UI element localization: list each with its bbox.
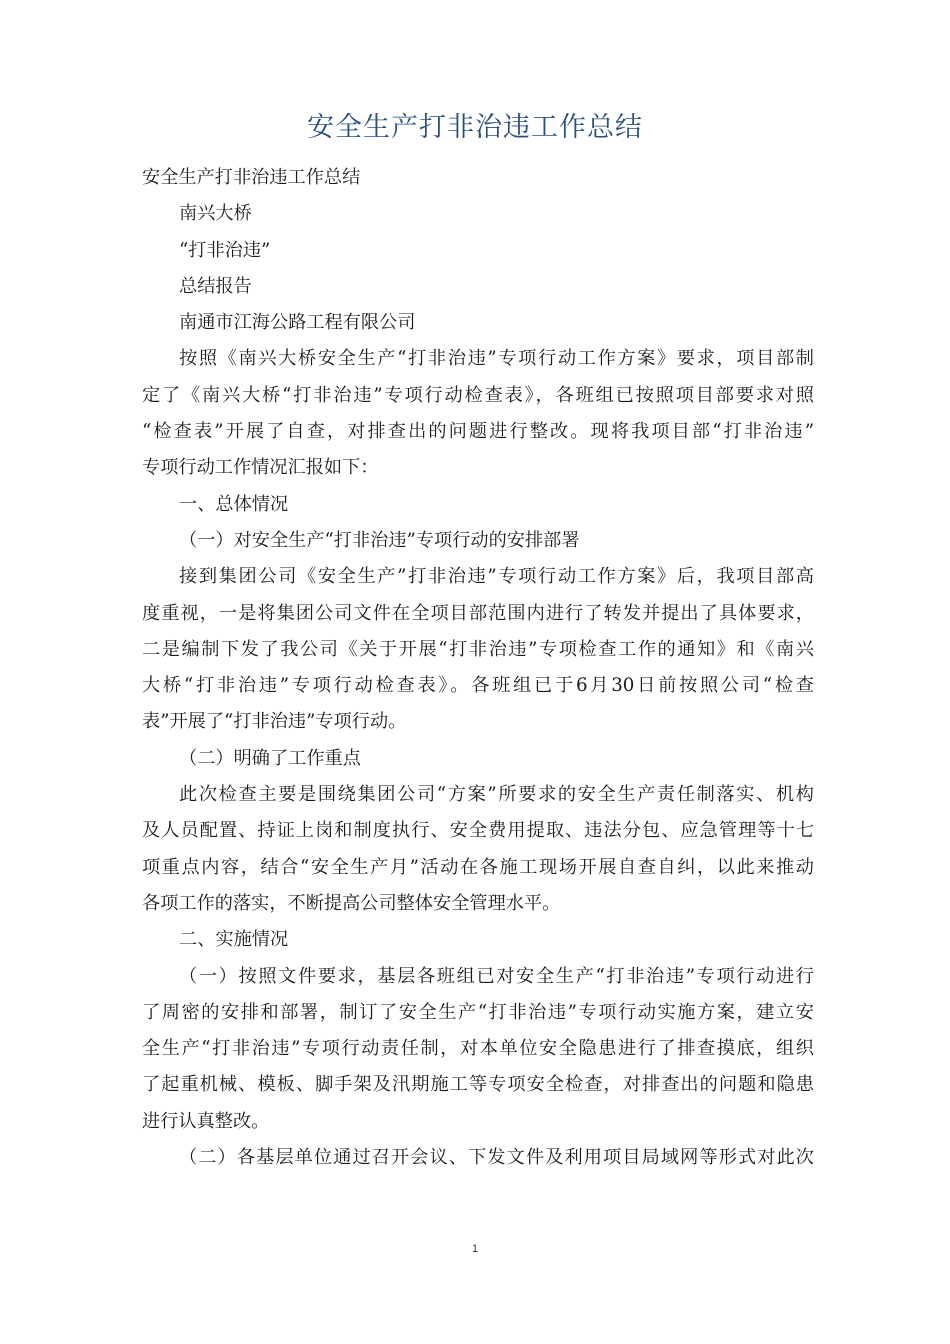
section-heading: 一、总体情况 [179, 493, 289, 515]
section-heading: 二、实施情况 [179, 929, 289, 951]
body-line: “打非治违” [179, 239, 271, 261]
body-line: 接到集团公司《安全生产”打非治违”专项行动工作方案》后，我项目部高 [179, 566, 814, 588]
body-line: 总结报告 [179, 275, 252, 297]
subsection-heading: （二）明确了工作重点 [179, 747, 361, 769]
page-number: 1 [471, 1243, 479, 1255]
body-line: （二）各基层单位通过召开会议、下发文件及利用项目局域网等形式对此次 [179, 1147, 814, 1169]
body-line: 了起重机械、模板、脚手架及汛期施工等专项安全检查，对排查出的问题和隐患 [142, 1074, 814, 1096]
body-line: 大桥“打非治违”专项行动检查表》。各班组已于6月30日前按照公司“检查 [142, 675, 814, 697]
body-line: 进行认真整改。 [142, 1110, 270, 1132]
body-line: 项重点内容，结合“安全生产月”活动在各施工现场开展自查自纠，以此来推动 [142, 856, 814, 878]
body-line: 度重视，一是将集团公司文件在全项目部范围内进行了转发并提出了具体要求， [142, 602, 814, 624]
body-line: 按照《南兴大桥安全生产“打非治违”专项行动工作方案》要求，项目部制 [179, 348, 814, 370]
body-line: “检查表”开展了自查，对排查出的问题进行整改。现将我项目部“打非治违” [142, 421, 814, 443]
body-line: 安全生产打非治违工作总结 [142, 167, 361, 188]
body-line: 南兴大桥 [179, 203, 252, 225]
body-line: 全生产“打非治违”专项行动责任制，对本单位安全隐患进行了排查摸底，组织 [142, 1038, 814, 1060]
body-line: 专项行动工作情况汇报如下： [142, 457, 379, 479]
body-line: 南通市江海公路工程有限公司 [179, 312, 416, 334]
body-line: 此次检查主要是围绕集团公司“方案”所要求的安全生产责任制落实、机构 [179, 784, 814, 806]
body-line: （一）按照文件要求，基层各班组已对安全生产“打非治违”专项行动进行 [179, 965, 814, 987]
document-body [142, 160, 814, 1176]
body-line: 定了《南兴大桥“打非治违”专项行动检查表》，各班组已按照项目部要求对照 [142, 384, 814, 406]
document-title: 安全生产打非治违工作总结 [307, 112, 643, 143]
body-line: 二是编制下发了我公司《关于开展“打非治违”专项检查工作的通知》和《南兴 [142, 638, 814, 660]
subsection-heading: （一）对安全生产“打非治违”专项行动的安排部署 [179, 529, 580, 551]
body-line: 各项工作的落实，不断提高公司整体安全管理水平。 [142, 892, 561, 914]
body-line: 及人员配置、持证上岗和制度执行、安全费用提取、违法分包、应急管理等十七 [142, 820, 814, 842]
body-line: 了周密的安排和部署，制订了安全生产“打非治违”专项行动实施方案，建立安 [142, 1001, 814, 1023]
body-line: 表”开展了“打非治违”专项行动。 [142, 711, 407, 733]
